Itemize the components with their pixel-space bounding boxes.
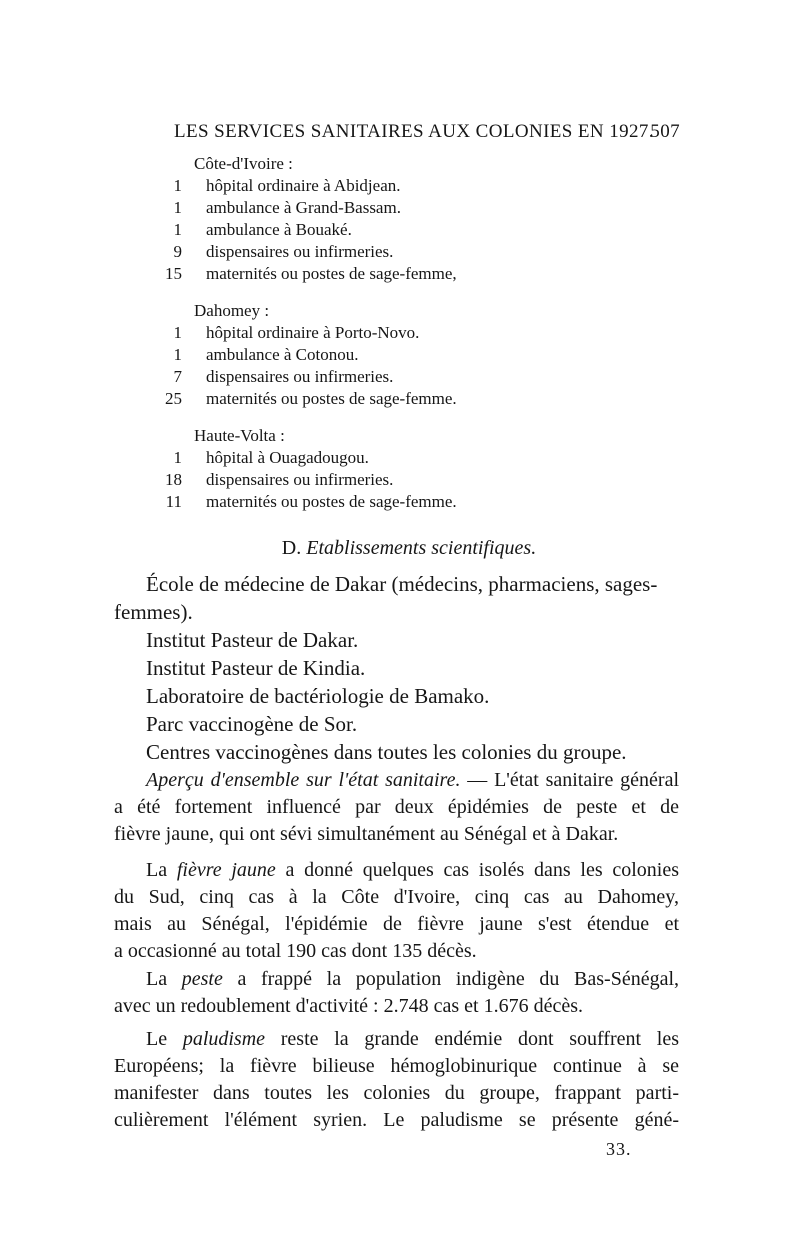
paragraph-fievre-jaune xyxy=(114,857,679,965)
paragraph-peste xyxy=(114,966,679,1020)
item-count: 9 xyxy=(173,242,182,261)
item-count: 7 xyxy=(173,367,182,386)
paragraph-overview xyxy=(114,767,679,848)
item-text: maternités ou postes de sage-femme. xyxy=(206,492,457,511)
item-text: ambulance à Grand-Bassam. xyxy=(206,198,401,217)
list-item xyxy=(160,197,560,219)
paragraph-line: avec un redoublement d'activité : 2.748 cas et 1.676 décès. xyxy=(114,995,583,1017)
item-count: 11 xyxy=(165,492,182,511)
list-item xyxy=(160,388,560,410)
item-count: 15 xyxy=(165,264,182,283)
list-item xyxy=(160,175,560,197)
item-text: hôpital à Ouagadougou. xyxy=(206,448,369,467)
list-item xyxy=(160,322,560,344)
paragraph-line: La fièvre jaune a donné quelques cas isolés dans les colonies xyxy=(146,859,680,881)
page-number: 507 xyxy=(650,121,680,142)
item-count: 1 xyxy=(173,345,182,364)
establishment-line: École de médecine de Dakar (médecins, pharmaciens, sages- xyxy=(146,572,658,596)
establishment-line: Centres vaccinogènes dans toutes les colonies du groupe. xyxy=(146,740,627,764)
colony-list-dahomey xyxy=(160,299,560,410)
item-text: maternités ou postes de sage-femme, xyxy=(206,264,457,283)
paragraph-line: culièrement l'élément syrien. Le paludisme se présente géné- xyxy=(114,1109,679,1131)
item-count: 1 xyxy=(173,220,182,239)
section-letter: D. xyxy=(281,537,302,559)
paragraph-line: a été fortement influencé par deux épidémies de peste et de xyxy=(114,796,679,818)
paragraph-line: Aperçu d'ensemble sur l'état sanitaire. — L'état sanitaire général xyxy=(146,769,679,791)
list-item xyxy=(160,344,560,366)
paragraph-line: du Sud, cinq cas à la Côte d'Ivoire, cinq cas au Dahomey, xyxy=(114,886,679,908)
establishment-line: Parc vaccinogène de Sor. xyxy=(146,712,358,736)
paragraph-line: mais au Sénégal, l'épidémie de fièvre jaune s'est étendue et xyxy=(114,913,679,935)
item-count: 1 xyxy=(173,176,182,195)
item-text: dispensaires ou infirmeries. xyxy=(206,470,394,489)
section-name: Etablissements scientifiques. xyxy=(306,537,537,559)
item-text: dispensaires ou infirmeries. xyxy=(206,242,394,261)
establishment-line: Institut Pasteur de Kindia. xyxy=(146,656,366,680)
colony-heading: Côte-d'Ivoire : xyxy=(194,154,293,173)
colony-heading: Dahomey : xyxy=(194,301,270,320)
establishment-line: Institut Pasteur de Dakar. xyxy=(146,628,359,652)
establishment-line: Laboratoire de bactériologie de Bamako. xyxy=(146,684,490,708)
paragraph-line: Le paludisme reste la grande endémie dont souffrent les xyxy=(146,1028,679,1050)
list-item xyxy=(160,491,560,513)
signature-mark: 33. xyxy=(606,1139,632,1159)
item-text: hôpital ordinaire à Abidjean. xyxy=(206,176,401,195)
paragraph-line: manifester dans toutes les colonies du groupe, frappant parti- xyxy=(114,1082,679,1104)
establishments-list xyxy=(114,570,679,766)
list-item xyxy=(160,447,560,469)
item-text: ambulance à Cotonou. xyxy=(206,345,359,364)
colony-list-haute-volta xyxy=(160,424,560,513)
establishment-line: femmes). xyxy=(114,600,193,624)
section-heading xyxy=(0,537,800,560)
item-count: 1 xyxy=(173,198,182,217)
paragraph-line: La peste a frappé la population indigène du Bas-Sénégal, xyxy=(146,968,679,990)
colony-heading: Haute-Volta : xyxy=(194,426,285,445)
running-title: LES SERVICES SANITAIRES AUX COLONIES EN 1927. xyxy=(174,121,654,142)
list-item xyxy=(160,263,560,285)
item-count: 25 xyxy=(165,389,182,408)
item-count: 1 xyxy=(173,323,182,342)
italic-lead: Aperçu d'ensemble sur l'état sanitaire. xyxy=(146,769,461,791)
item-text: dispensaires ou infirmeries. xyxy=(206,367,394,386)
list-item xyxy=(160,219,560,241)
paragraph-line: Européens; la fièvre bilieuse hémoglobinurique continue à se xyxy=(114,1055,679,1077)
item-text: hôpital ordinaire à Porto-Novo. xyxy=(206,323,420,342)
item-text: maternités ou postes de sage-femme. xyxy=(206,389,457,408)
list-item xyxy=(160,241,560,263)
colony-list-cote-divoire xyxy=(160,152,560,285)
list-item xyxy=(160,469,560,491)
paragraph-paludisme xyxy=(114,1026,679,1134)
paragraph-line: a occasionné au total 190 cas dont 135 décès. xyxy=(114,940,477,962)
list-item xyxy=(160,366,560,388)
paragraph-line: fièvre jaune, qui ont sévi simultanément au Sénégal et à Dakar. xyxy=(114,823,619,845)
item-count: 18 xyxy=(165,470,182,489)
item-count: 1 xyxy=(173,448,182,467)
item-text: ambulance à Bouaké. xyxy=(206,220,352,239)
